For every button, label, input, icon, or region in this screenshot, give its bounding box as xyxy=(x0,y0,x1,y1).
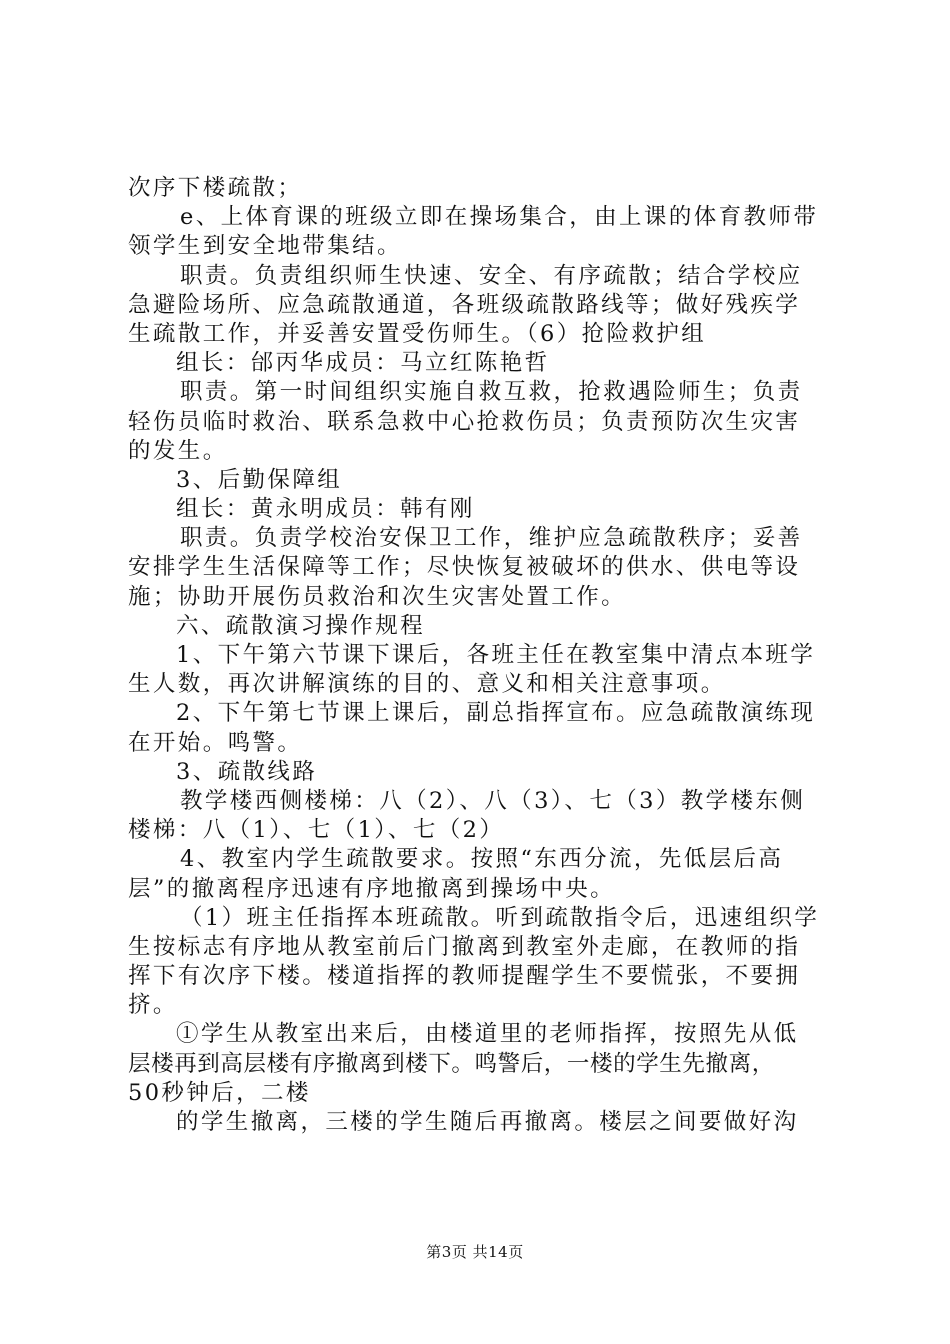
section-heading: 3、疏散线路 xyxy=(176,758,318,785)
text-line: 急避险场所、应急疏散通道，各班级疏散路线等；做好残疾学 xyxy=(128,291,801,318)
text-line: 在开始。鸣警。 xyxy=(128,729,303,756)
text-line: 安排学生生活保障等工作；尽快恢复被破坏的供水、供电等设 xyxy=(128,554,801,581)
text-line: （1）班主任指挥本班疏散。听到疏散指令后，迅速组织学 xyxy=(180,904,820,931)
text-line: 的学生撤离，三楼的学生随后再撤离。楼层之间要做好沟 xyxy=(176,1109,799,1135)
text-line: 职责。负责组织师生快速、安全、有序疏散；结合学校应 xyxy=(180,262,803,289)
section-heading: 3、后勤保障组 xyxy=(176,466,343,493)
text-line: 职责。负责学校治安保卫工作，维护应急疏散秩序；妥善 xyxy=(180,525,803,552)
text-line: 组长：邰丙华成员：马立红陈艳哲 xyxy=(176,350,550,377)
text-line: 教学楼西侧楼梯：八（2）、八（3）、七（3）教学楼东侧 xyxy=(180,787,806,814)
text-line: 次序下楼疏散； xyxy=(128,175,303,201)
text-line: ①学生从教室出来后，由楼道里的老师指挥，按照先从低 xyxy=(176,1021,799,1048)
section-heading: 六、疏散演习操作规程 xyxy=(176,612,426,639)
text-line: 领学生到安全地带集结。 xyxy=(128,233,402,260)
text-line: 施；协助开展伤员救治和次生灾害处置工作。 xyxy=(128,583,627,610)
text-line: 职责。第一时间组织实施自救互救，抢救遇险师生；负责 xyxy=(180,379,803,406)
text-line: 的发生。 xyxy=(128,437,228,464)
text-line: 生疏散工作，并妥善安置受伤师生。（6）抢险救护组 xyxy=(128,320,707,347)
text-line: 挥下有次序下楼。楼道指挥的教师提醒学生不要慌张，不要拥 xyxy=(128,963,801,990)
text-line: 组长：黄永明成员：韩有刚 xyxy=(176,496,475,523)
text-line: 轻伤员临时救治、联系急救中心抢救伤员；负责预防次生灾害 xyxy=(128,408,801,435)
text-line: 生按标志有序地从教室前后门撤离到教室外走廊，在教师的指 xyxy=(128,933,801,960)
page-footer: 第3页 共14页 xyxy=(426,1243,524,1261)
text-line: 1、下午第六节课下课后，各班主任在教室集中清点本班学 xyxy=(176,642,816,668)
text-line: 层”的撤离程序迅速有序地撤离到操场中央。 xyxy=(128,875,616,902)
text-line: 挤。 xyxy=(128,992,178,1019)
text-line: e、上体育课的班级立即在操场集合，由上课的体育教师带 xyxy=(180,204,819,231)
text-line: 4、教室内学生疏散要求。按照“东西分流，先低层后高 xyxy=(180,846,784,873)
text-line: 生人数，再次讲解演练的目的、意义和相关注意事项。 xyxy=(128,671,726,698)
text-line: 层楼再到高层楼有序撤离到楼下。鸣警后，一楼的学生先撤离， xyxy=(128,1050,775,1077)
document-body xyxy=(128,174,828,1137)
text-line: 2、下午第七节课上课后，副总指挥宣布。应急疏散演练现 xyxy=(176,700,816,727)
text-line: 楼梯：八（1）、七（1）、七（2） xyxy=(128,817,505,844)
text-line: 50秒钟后，二楼 xyxy=(128,1079,311,1106)
